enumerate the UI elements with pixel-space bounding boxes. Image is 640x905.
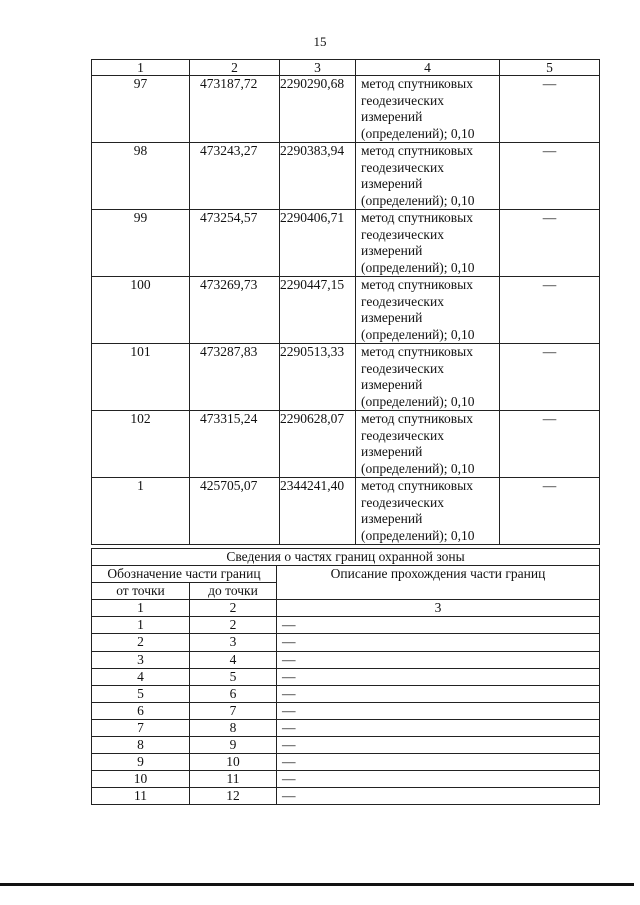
bottom-rule: [0, 883, 634, 886]
to-point-cell: 9: [190, 737, 277, 754]
table-row: [92, 76, 600, 143]
method-line: (определений); 0,10: [361, 125, 475, 141]
y-coordinate-cell: 2290290,68: [280, 76, 356, 143]
method-cell: [356, 411, 500, 478]
table-row: [92, 277, 600, 344]
method-line: геодезических: [361, 226, 444, 242]
x-coordinate-cell: 473269,73: [190, 277, 280, 344]
header-cell: 4: [356, 60, 500, 76]
table-row: [92, 702, 600, 719]
description-cell: —: [277, 651, 600, 668]
x-coordinate-cell: 473187,72: [190, 76, 280, 143]
to-point-cell: 10: [190, 754, 277, 771]
method-line: метод спутниковых: [361, 344, 473, 359]
note-cell: —: [500, 210, 600, 277]
from-point-cell: 5: [92, 685, 190, 702]
header-cell: 1: [92, 60, 190, 76]
description-cell: —: [277, 719, 600, 736]
method-line: геодезических: [361, 293, 444, 309]
x-coordinate-cell: 473243,27: [190, 143, 280, 210]
table-row: [92, 617, 600, 634]
method-line: геодезических: [361, 159, 444, 175]
method-line: (определений); 0,10: [361, 326, 475, 342]
method-line: геодезических: [361, 427, 444, 443]
page-number: 15: [313, 34, 327, 49]
table-row: [92, 143, 600, 210]
x-coordinate-cell: 473287,83: [190, 344, 280, 411]
description-cell: —: [277, 668, 600, 685]
boundary-parts-table: [91, 548, 600, 805]
table-row: [92, 788, 600, 805]
parts-title: Сведения о частях границ охранной зоны: [92, 549, 600, 566]
from-point-cell: 11: [92, 788, 190, 805]
method-line: измерений: [361, 310, 423, 325]
parts-num-row: [92, 600, 600, 617]
method-cell: [356, 143, 500, 210]
col-group-header: Обозначение части границ: [92, 566, 277, 583]
col-from-header: от точки: [92, 583, 190, 600]
method-line: измерений: [361, 511, 423, 526]
col-to-header: до точки: [190, 583, 277, 600]
point-number-cell: 1: [92, 478, 190, 545]
y-coordinate-cell: 2344241,40: [280, 478, 356, 545]
from-point-cell: 9: [92, 754, 190, 771]
x-coordinate-cell: 473254,57: [190, 210, 280, 277]
to-point-cell: 5: [190, 668, 277, 685]
description-cell: —: [277, 788, 600, 805]
parts-header-row: [92, 566, 600, 583]
description-cell: —: [277, 754, 600, 771]
y-coordinate-cell: 2290447,15: [280, 277, 356, 344]
method-line: метод спутниковых: [361, 277, 473, 292]
note-cell: —: [500, 277, 600, 344]
method-line: метод спутниковых: [361, 411, 473, 426]
from-point-cell: 7: [92, 719, 190, 736]
table-row: [92, 754, 600, 771]
method-line: (определений); 0,10: [361, 460, 475, 476]
table-row: [92, 685, 600, 702]
table-row: [92, 478, 600, 545]
point-number-cell: 102: [92, 411, 190, 478]
to-point-cell: 6: [190, 685, 277, 702]
to-point-cell: 8: [190, 719, 277, 736]
table-row: [92, 668, 600, 685]
description-cell: —: [277, 634, 600, 651]
note-cell: —: [500, 143, 600, 210]
boundary-points-table: [91, 59, 600, 545]
to-point-cell: 3: [190, 634, 277, 651]
from-point-cell: 6: [92, 702, 190, 719]
table-header-row: [92, 60, 600, 76]
method-line: (определений); 0,10: [361, 527, 475, 543]
y-coordinate-cell: 2290513,33: [280, 344, 356, 411]
table-row: [92, 411, 600, 478]
method-line: метод спутниковых: [361, 210, 473, 225]
method-line: (определений); 0,10: [361, 393, 475, 409]
table-row: [92, 634, 600, 651]
method-line: геодезических: [361, 494, 444, 510]
from-point-cell: 10: [92, 771, 190, 788]
method-cell: [356, 344, 500, 411]
description-cell: —: [277, 702, 600, 719]
header-cell: 2: [190, 60, 280, 76]
method-line: геодезических: [361, 360, 444, 376]
description-cell: —: [277, 685, 600, 702]
method-line: (определений); 0,10: [361, 259, 475, 275]
method-line: (определений); 0,10: [361, 192, 475, 208]
point-number-cell: 99: [92, 210, 190, 277]
y-coordinate-cell: 2290628,07: [280, 411, 356, 478]
table-row: [92, 210, 600, 277]
method-cell: [356, 210, 500, 277]
to-point-cell: 11: [190, 771, 277, 788]
method-line: измерений: [361, 377, 423, 392]
note-cell: —: [500, 411, 600, 478]
note-cell: —: [500, 344, 600, 411]
note-cell: —: [500, 76, 600, 143]
from-point-cell: 1: [92, 617, 190, 634]
table-row: [92, 651, 600, 668]
from-point-cell: 2: [92, 634, 190, 651]
x-coordinate-cell: 425705,07: [190, 478, 280, 545]
col-desc-header: Описание прохождения части границ: [277, 566, 600, 600]
method-line: измерений: [361, 176, 423, 191]
description-cell: —: [277, 737, 600, 754]
header-cell: 1: [92, 600, 190, 617]
point-number-cell: 100: [92, 277, 190, 344]
table-row: [92, 771, 600, 788]
point-number-cell: 97: [92, 76, 190, 143]
y-coordinate-cell: 2290406,71: [280, 210, 356, 277]
method-line: метод спутниковых: [361, 143, 473, 158]
method-line: измерений: [361, 444, 423, 459]
from-point-cell: 3: [92, 651, 190, 668]
description-cell: —: [277, 617, 600, 634]
to-point-cell: 12: [190, 788, 277, 805]
table-row: [92, 344, 600, 411]
to-point-cell: 2: [190, 617, 277, 634]
y-coordinate-cell: 2290383,94: [280, 143, 356, 210]
method-line: метод спутниковых: [361, 478, 473, 493]
to-point-cell: 4: [190, 651, 277, 668]
point-number-cell: 98: [92, 143, 190, 210]
header-cell: 3: [277, 600, 600, 617]
description-cell: —: [277, 771, 600, 788]
note-cell: —: [500, 478, 600, 545]
method-line: метод спутниковых: [361, 76, 473, 91]
table-row: [92, 719, 600, 736]
parts-title-row: [92, 549, 600, 566]
x-coordinate-cell: 473315,24: [190, 411, 280, 478]
method-line: измерений: [361, 109, 423, 124]
from-point-cell: 8: [92, 737, 190, 754]
point-number-cell: 101: [92, 344, 190, 411]
method-cell: [356, 478, 500, 545]
table-row: [92, 737, 600, 754]
method-line: геодезических: [361, 92, 444, 108]
header-cell: 2: [190, 600, 277, 617]
to-point-cell: 7: [190, 702, 277, 719]
method-cell: [356, 76, 500, 143]
header-cell: 3: [280, 60, 356, 76]
header-cell: 5: [500, 60, 600, 76]
method-line: измерений: [361, 243, 423, 258]
method-cell: [356, 277, 500, 344]
from-point-cell: 4: [92, 668, 190, 685]
